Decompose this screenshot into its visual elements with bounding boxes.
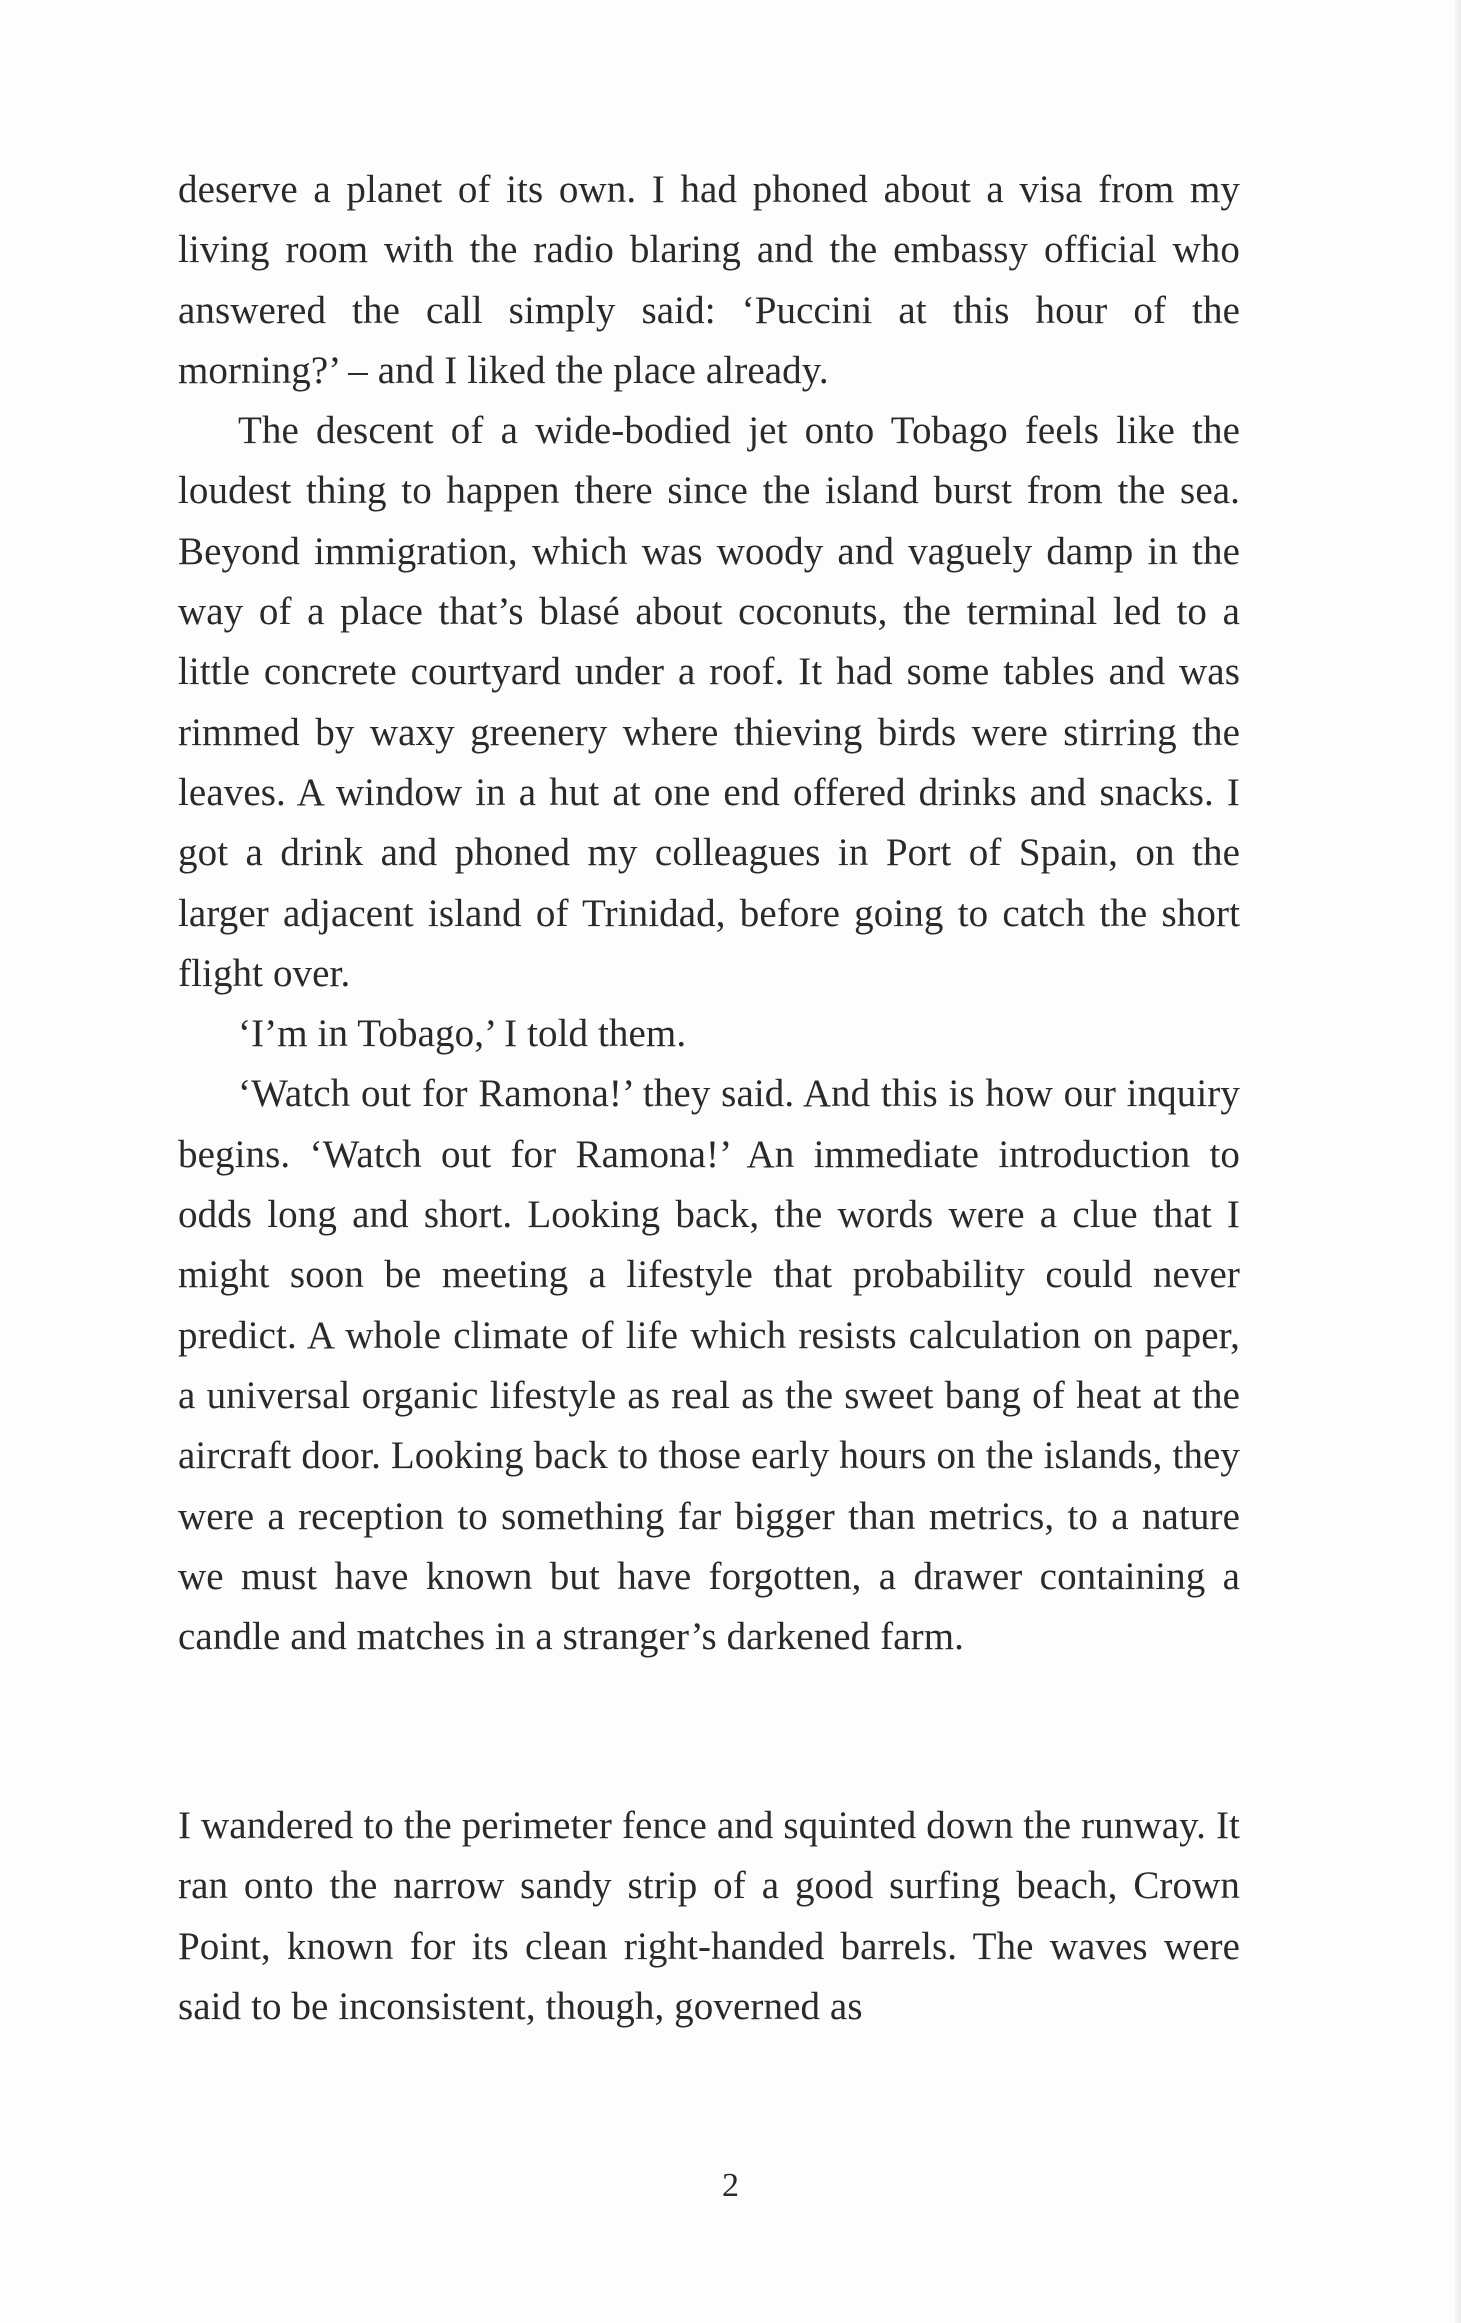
paragraph: I wandered to the perimeter fence and squinted down the runway. It ran onto the narrow sandy strip of a good surfing beach, Crown Point, known for its clean right-handed barrels. The waves were said to be inconsistent, though, governed as: [178, 1804, 1240, 2028]
paragraph: ‘I’m in Tobago,’ I told them.: [238, 1012, 687, 1056]
paragraph: The descent of a wide-bodied jet onto Tobago feels like the loudest thing to happen there since the island burst from the sea. Beyond immigration, which was woody and vaguely damp in the way of a place that’s blasé about coconuts, the terminal led to a little concrete courtyard under a roof. It had some tables and was rimmed by waxy greenery where thieving birds were stirring the leaves. A window in a hut at one end offered drinks and snacks. I got a drink and phoned my colleagues in Port of Spain, on the larger adjacent island of Trinidad, before going to catch the short flight over.: [178, 409, 1240, 995]
page-number: 2: [722, 2167, 739, 2204]
paragraph: deserve a planet of its own. I had phoned about a visa from my living room with the radio blaring and the embassy official who answered the call simply said: ‘Puccini at this hour of the morning?’ – and I liked the place already.: [178, 168, 1240, 392]
page-edge-shadow: [1455, 0, 1461, 2323]
text-section-1: [178, 160, 1240, 1667]
text-section-2: [178, 1796, 1240, 2037]
paragraph: ‘Watch out for Ramona!’ they said. And this is how our inquiry begins. ‘Watch out for Ramona!’ An immediate introduction to odds long and short. Looking back, the words were a clue that I might soon be meeting a lifestyle that probability could never predict. A whole climate of life which resists calculation on paper, a universal organic lifestyle as real as the sweet bang of heat at the aircraft door. Looking back to those early hours on the islands, they were a reception to something far bigger than metrics, to a nature we must have known but have forgotten, a drawer containing a candle and matches in a stranger’s darkened farm.: [178, 1072, 1240, 1659]
